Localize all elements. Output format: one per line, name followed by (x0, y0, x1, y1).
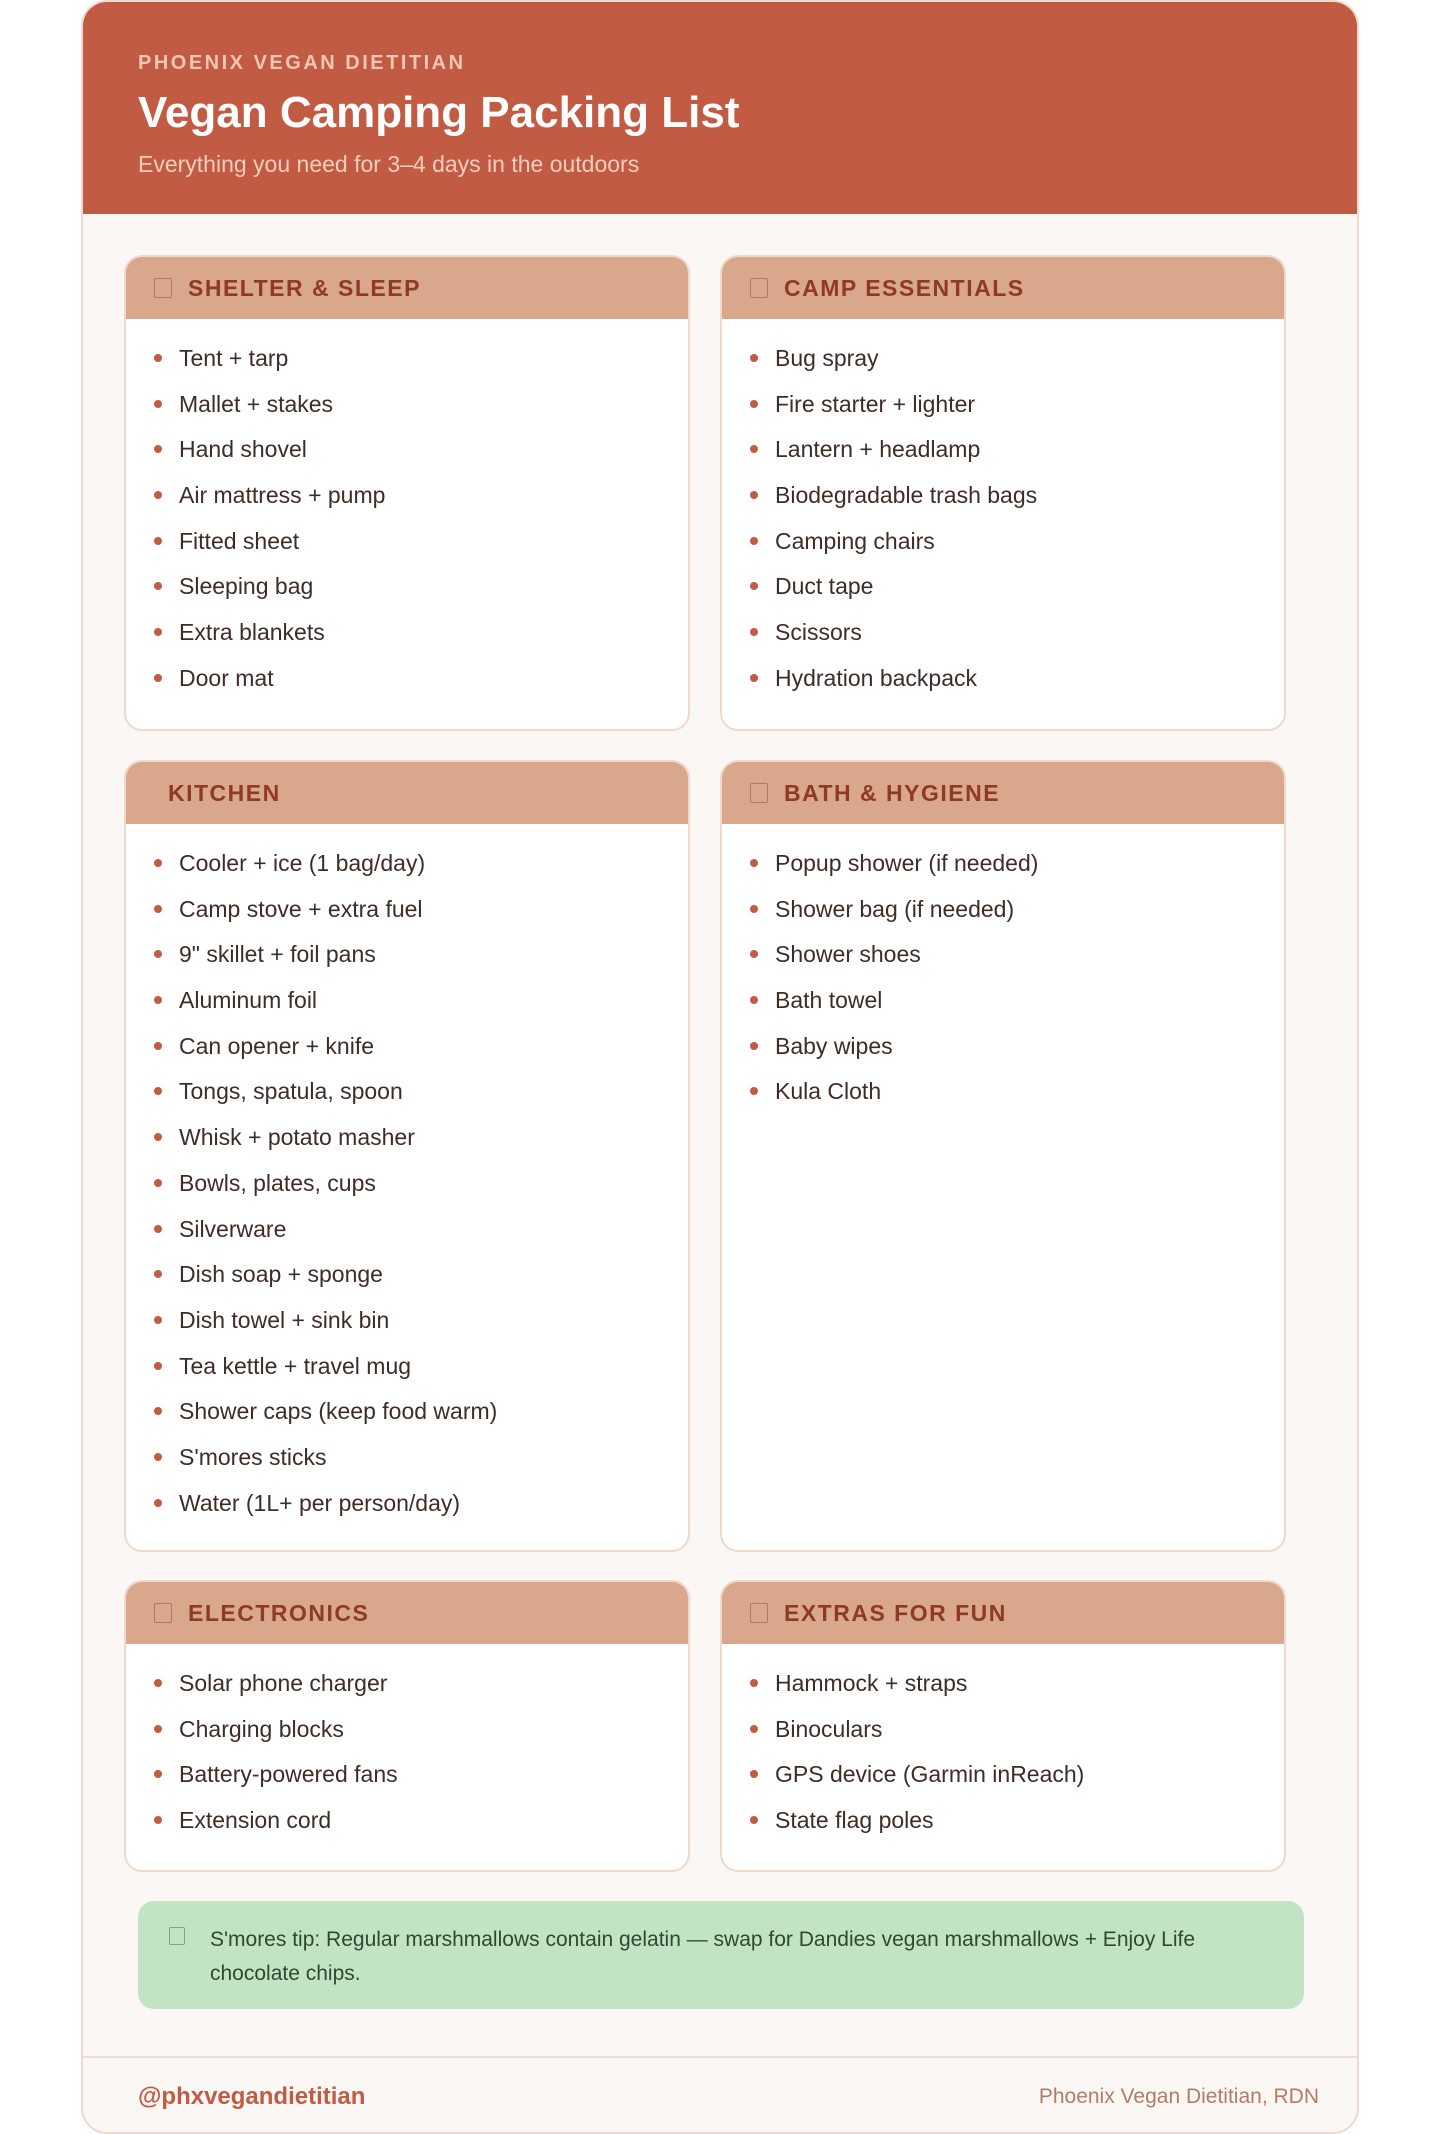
section-header (722, 257, 1284, 319)
list-item: Sleeping bag (154, 571, 688, 617)
list-item: Shower bag (if needed) (750, 894, 1284, 940)
list-item: Camp stove + extra fuel (154, 894, 688, 940)
list-item: Kula Cloth (750, 1076, 1284, 1122)
section-header (722, 762, 1284, 824)
list-item: Extension cord (154, 1805, 688, 1851)
list-item: Baby wipes (750, 1031, 1284, 1077)
list-item: S'mores sticks (154, 1442, 688, 1488)
smores-tip-callout (138, 1901, 1304, 2009)
star-icon (750, 1603, 768, 1623)
list-item: Bowls, plates, cups (154, 1168, 688, 1214)
list-item: Hammock + straps (750, 1668, 1284, 1714)
list-item: Camping chairs (750, 526, 1284, 572)
section-title: SHELTER & SLEEP (188, 274, 421, 301)
social-handle: @phxvegandietitian (138, 2083, 366, 2110)
section-camp-essentials (720, 255, 1286, 731)
page-title: Vegan Camping Packing List (138, 88, 740, 137)
list-item: Cooler + ice (1 bag/day) (154, 848, 688, 894)
item-list (126, 824, 688, 1533)
list-item: Aluminum foil (154, 985, 688, 1031)
section-header (126, 257, 688, 319)
section-electronics (124, 1580, 690, 1872)
lightbulb-icon (169, 1927, 185, 1945)
footer-credit: Phoenix Vegan Dietitian, RDN (1038, 2085, 1319, 2108)
section-extras-for-fun (720, 1580, 1286, 1872)
item-list (722, 824, 1284, 1122)
list-item: Water (1L+ per person/day) (154, 1488, 688, 1534)
list-item: Tongs, spatula, spoon (154, 1076, 688, 1122)
list-item: Tea kettle + travel mug (154, 1351, 688, 1397)
section-title: BATH & HYGIENE (784, 779, 1001, 806)
list-item: Extra blankets (154, 617, 688, 663)
list-item: Fire starter + lighter (750, 389, 1284, 435)
item-list (126, 319, 688, 709)
item-list (722, 1644, 1284, 1851)
section-title: KITCHEN (168, 779, 281, 806)
battery-icon (154, 1603, 172, 1623)
list-item: Battery-powered fans (154, 1759, 688, 1805)
header (83, 2, 1357, 214)
item-list (126, 1644, 688, 1851)
list-item: Can opener + knife (154, 1031, 688, 1077)
list-item: Biodegradable trash bags (750, 480, 1284, 526)
section-header (126, 1582, 688, 1644)
tip-text: S'mores tip: Regular marshmallows contain gelatin — swap for Dandies vegan marshmallows + Enjoy Life chocolate chips. (210, 1928, 1196, 1985)
list-item: Bug spray (750, 343, 1284, 389)
section-kitchen (124, 760, 690, 1552)
item-list (722, 319, 1284, 709)
section-title: ELECTRONICS (188, 1599, 370, 1626)
list-item: Scissors (750, 617, 1284, 663)
page-subtitle: Everything you need for 3–4 days in the outdoors (138, 151, 640, 178)
section-title: EXTRAS FOR FUN (784, 1599, 1007, 1626)
section-header (722, 1582, 1284, 1644)
section-bath-hygiene (720, 760, 1286, 1552)
list-item: Door mat (154, 663, 688, 709)
list-item: GPS device (Garmin inReach) (750, 1759, 1284, 1805)
list-item: Shower caps (keep food warm) (154, 1396, 688, 1442)
list-item: Binoculars (750, 1714, 1284, 1760)
list-item: Dish towel + sink bin (154, 1305, 688, 1351)
footer (83, 2056, 1357, 2134)
list-item: Dish soap + sponge (154, 1259, 688, 1305)
campfire-icon (750, 278, 768, 298)
list-item: State flag poles (750, 1805, 1284, 1851)
list-item: Duct tape (750, 571, 1284, 617)
section-shelter-sleep (124, 255, 690, 731)
list-item: Silverware (154, 1214, 688, 1260)
list-item: Hand shovel (154, 434, 688, 480)
shower-icon (750, 783, 768, 803)
tent-icon (154, 278, 172, 298)
list-item: Charging blocks (154, 1714, 688, 1760)
list-item: Popup shower (if needed) (750, 848, 1284, 894)
list-item: Whisk + potato masher (154, 1122, 688, 1168)
list-item: Hydration backpack (750, 663, 1284, 709)
list-item: Mallet + stakes (154, 389, 688, 435)
list-item: Tent + tarp (154, 343, 688, 389)
list-item: 9" skillet + foil pans (154, 939, 688, 985)
list-item: Air mattress + pump (154, 480, 688, 526)
section-title: CAMP ESSENTIALS (784, 274, 1025, 301)
list-item: Bath towel (750, 985, 1284, 1031)
list-item: Lantern + headlamp (750, 434, 1284, 480)
section-header (126, 762, 688, 824)
packing-list-card (81, 0, 1359, 2134)
list-item: Solar phone charger (154, 1668, 688, 1714)
list-item: Fitted sheet (154, 526, 688, 572)
brand-eyebrow: PHOENIX VEGAN DIETITIAN (138, 52, 466, 74)
list-item: Shower shoes (750, 939, 1284, 985)
